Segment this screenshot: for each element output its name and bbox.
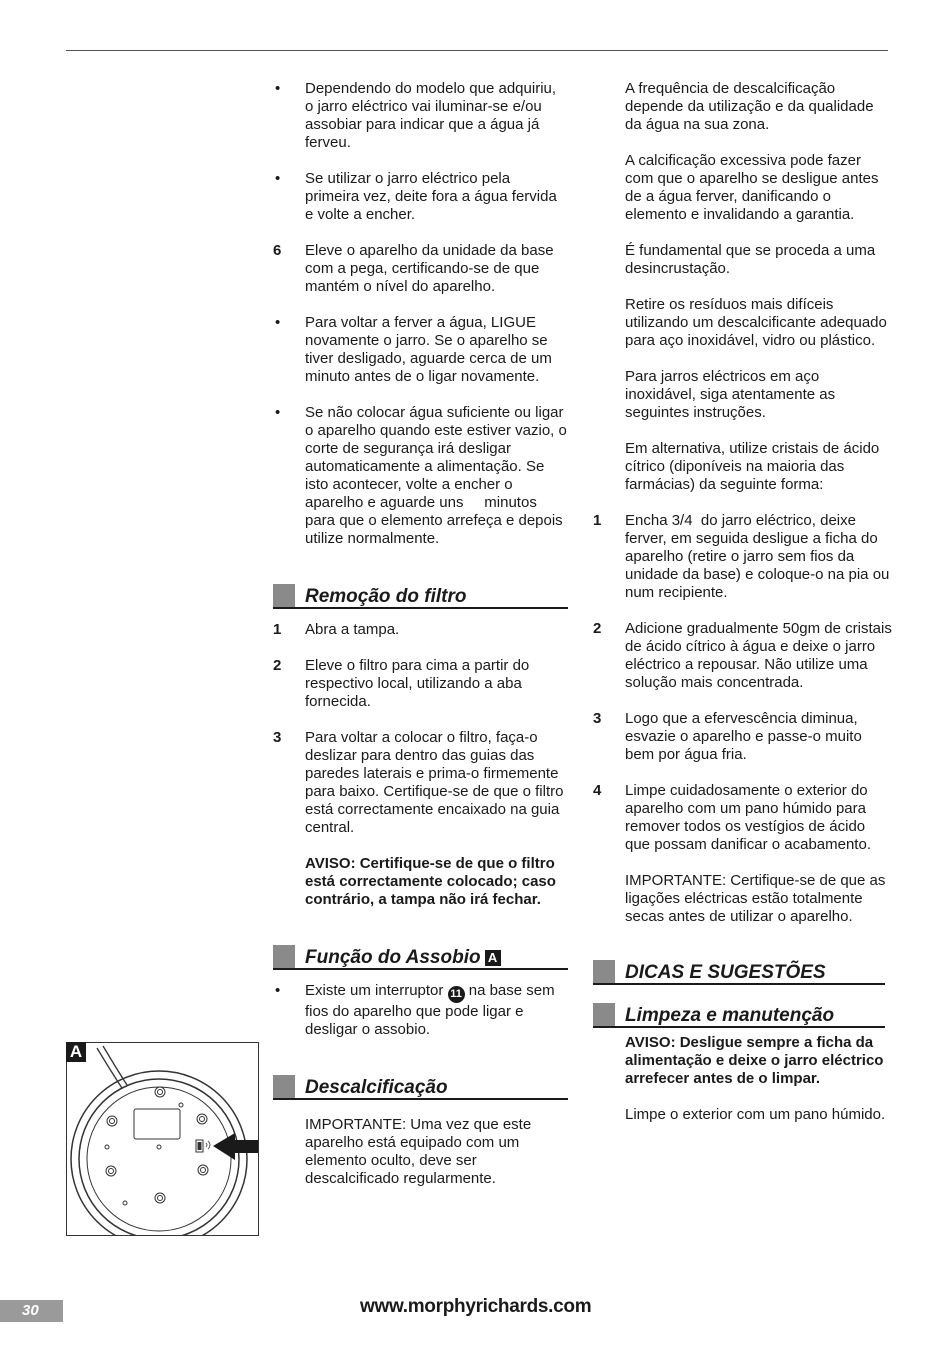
heading-square (273, 584, 295, 607)
heading-square (273, 1075, 295, 1098)
paragraph: A frequência de descalcificação depende da utilização e da qualidade da água na sua zona. (625, 80, 874, 133)
cleaning-text: Limpe o exterior com um pano húmido. (625, 1106, 886, 1123)
heading-square (593, 1003, 615, 1026)
item-text: Eleve o aparelho da unidade da base com a pega, certificando-se de que mantém o nível do aparelho. (305, 242, 554, 295)
middle-column (273, 80, 572, 1206)
cleaning-warning: AVISO: Desligue sempre a ficha da alimentação e deixe o jarro eléctrico arrefecer antes de o limpar. (625, 1034, 884, 1087)
figure-ref-badge: A (485, 950, 501, 966)
kettle-base-illustration (67, 1043, 259, 1236)
list-item: • Existe um interruptor 11 na base sem fios do aparelho que pode ligar e desligar o assobio. (275, 982, 555, 1038)
important-note: IMPORTANTE: Certifique-se de que as ligações eléctricas estão totalmente secas antes de utilizar o aparelho. (625, 872, 886, 925)
section-heading-descaling: Descalcificação (273, 1075, 568, 1100)
section-heading-filter: Remoção do filtro (273, 584, 568, 609)
list-item: • Se não colocar água suficiente ou ligar o aparelho quando este estiver vazio, o corte de segurança irá desligar automaticamente a alimentação. Se isto acontecer, volte a encher o aparelho e aguarde uns minutos para que o elemento arrefeça e depois utilize normalmente. (275, 404, 572, 547)
paragraph: É fundamental que se proceda a uma desincrustação. (625, 242, 876, 277)
list-item: 3 Para voltar a colocar o filtro, faça-o deslizar para dentro das guias das paredes laterais e prima-o firmemente para baixo. Certifique-se de que o filtro está correctamente encaixado na guia central. (273, 729, 564, 836)
list-item: 1 Encha 3/4 do jarro eléctrico, deixe ferver, em seguida desligue a ficha do aparelho (retire o jarro sem fios da unidade da base) e coloque-o na pia ou num recipiente. (593, 512, 894, 601)
heading-square (593, 960, 615, 983)
filter-warning: AVISO: Certifique-se de que o filtro está correctamente colocado; caso contrário, a tampa não irá fechar. (305, 855, 556, 908)
figure-label-badge: A (66, 1042, 86, 1062)
ref-number-badge: 11 (448, 986, 465, 1003)
right-column (593, 80, 893, 1142)
list-item: 2 Adicione gradualmente 50gm de cristais de ácido cítrico à água e deixe o jarro eléctrico a repousar. Não utilize uma solução mais concentrada. (593, 620, 892, 691)
list-item: 3 Logo que a efervescência diminua, esvazie o aparelho e passe-o muito bem por água fria. (593, 710, 862, 763)
list-item: • Dependendo do modelo que adquiriu, o jarro eléctrico vai iluminar-se e/ou assobiar para indicar que a água já ferveu. (275, 80, 557, 151)
list-item: 6 Eleve o aparelho da unidade da base com a pega, certificando-se de que mantém o nível do aparelho. (273, 242, 554, 295)
item-text: Se não colocar água suficiente ou ligar o aparelho quando este estiver vazio, o corte de segurança irá desligar automaticamente a alimentação. Se isto acontecer, volte a encher o aparelho e aguarde uns minutos para que o elemento arrefeça e depois utilize normalmente. (305, 404, 572, 547)
page-number: 30 (22, 1302, 39, 1319)
section-heading-cleaning: Limpeza e manutenção (593, 1003, 885, 1028)
list-item: 2 Eleve o filtro para cima a partir do respectivo local, utilizando a aba fornecida. (273, 657, 530, 710)
figure-kettle-base (66, 1042, 259, 1236)
item-text: Dependendo do modelo que adquiriu, o jarro eléctrico vai iluminar-se e/ou assobiar para indicar que a água já ferveu. (305, 80, 557, 151)
section-heading-whistle: Função do Assobio A (273, 945, 568, 970)
item-text: Para voltar a ferver a água, LIGUE novamente o jarro. Se o aparelho se tiver desligado, aguarde cerca de um minuto antes de o ligar novamente. (305, 314, 552, 385)
footer-url: www.morphyrichards.com (360, 1296, 592, 1317)
descaling-text: IMPORTANTE: Uma vez que este aparelho está equipado com um elemento oculto, deve ser descalcificado regularmente. (305, 1116, 532, 1187)
item-text: Se utilizar o jarro eléctrico pela primeira vez, deite fora a água fervida e volte a encher. (305, 170, 557, 223)
list-item: 1 Abra a tampa. (273, 621, 400, 638)
paragraph: Em alternativa, utilize cristais de ácido cítrico (diponíveis na maioria das farmácias) da seguinte forma: (625, 440, 880, 493)
list-item: 4 Limpe cuidadosamente o exterior do aparelho com um pano húmido para remover todos os vestígios de ácido que possam danificar o acabamento. (593, 782, 871, 853)
paragraph: A calcificação excessiva pode fazer com que o aparelho se desligue antes de a água ferver, danificando o elemento e invalidando a garantia. (625, 152, 879, 223)
top-rule (66, 50, 888, 51)
list-item: • Se utilizar o jarro eléctrico pela primeira vez, deite fora a água fervida e volte a encher. (275, 170, 557, 223)
paragraph: Retire os resíduos mais difíceis utilizando um descalcificante adequado para aço inoxidável, vidro ou plástico. (625, 296, 887, 349)
list-item: • Para voltar a ferver a água, LIGUE novamente o jarro. Se o aparelho se tiver desligado, aguarde cerca de um minuto antes de o ligar novamente. (275, 314, 552, 385)
paragraph: Para jarros eléctricos em aço inoxidável, siga atentamente as seguintes instruções. (625, 368, 836, 421)
heading-square (273, 945, 295, 968)
section-heading-tips: DICAS E SUGESTÕES (593, 960, 885, 985)
